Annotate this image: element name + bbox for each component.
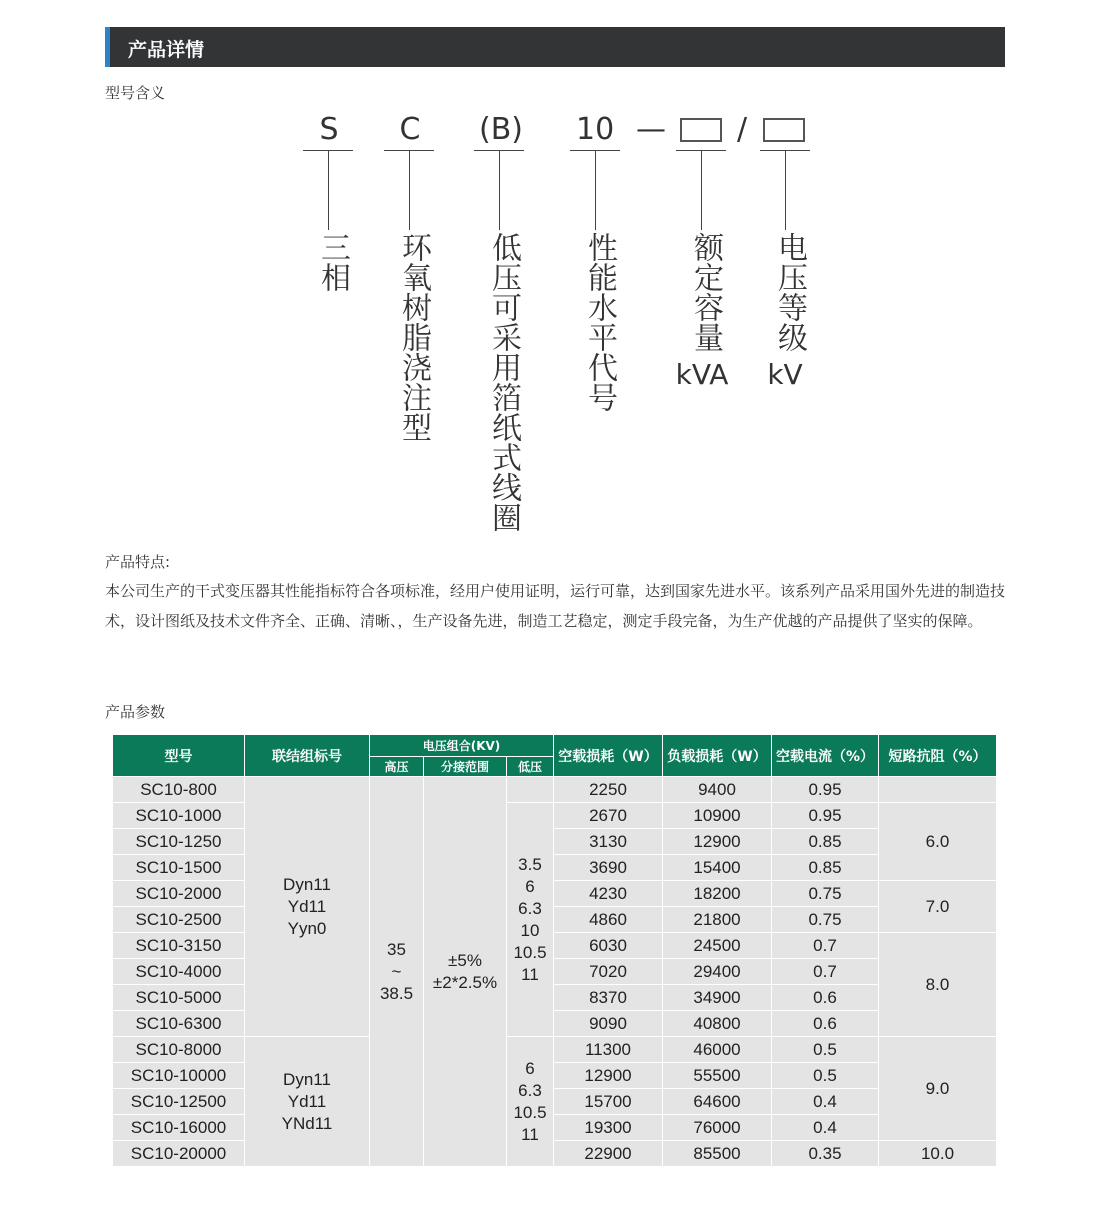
cell-lv: 6 6.3 10.5 11 — [507, 1037, 554, 1167]
table-row — [113, 1037, 997, 1063]
cell-impedance: 9.0 — [879, 1037, 997, 1141]
cell-no-load-loss: 9090 — [554, 1011, 663, 1037]
table-row — [113, 777, 997, 803]
cell-tap: ±5% ±2*2.5% — [424, 777, 507, 1167]
cell-model: SC10-800 — [113, 777, 245, 803]
capacity-box — [680, 118, 722, 142]
cell-no-load-current: 0.75 — [772, 881, 879, 907]
cell-no-load-loss: 8370 — [554, 985, 663, 1011]
connector-line — [595, 151, 596, 230]
code-s: S — [319, 112, 339, 147]
cell-load-loss: 85500 — [663, 1141, 772, 1167]
cell-connection: Dyn11 Yd11 Yyn0 — [245, 777, 370, 1037]
cell-load-loss: 12900 — [663, 829, 772, 855]
meaning-epoxy: 环氧树脂浇注型 — [396, 232, 431, 442]
cell-impedance — [879, 777, 997, 803]
connector-line — [409, 151, 410, 230]
cell-load-loss: 64600 — [663, 1089, 772, 1115]
cell-no-load-current: 0.4 — [772, 1089, 879, 1115]
cell-model: SC10-4000 — [113, 959, 245, 985]
col-tap: 分接范围 — [424, 757, 507, 777]
meaning-foil: 低压可采用箔纸式线圈 — [486, 232, 521, 532]
cell-model: SC10-3150 — [113, 933, 245, 959]
col-no-load-loss: 空载损耗（W） — [554, 735, 663, 777]
cell-no-load-loss: 7020 — [554, 959, 663, 985]
cell-no-load-current: 0.6 — [772, 1011, 879, 1037]
cell-no-load-current: 0.95 — [772, 777, 879, 803]
cell-no-load-loss: 4860 — [554, 907, 663, 933]
cell-lv — [507, 777, 554, 803]
cell-load-loss: 24500 — [663, 933, 772, 959]
model-meaning-label: 型号含义 — [105, 84, 166, 102]
cell-impedance: 8.0 — [879, 933, 997, 1037]
cell-no-load-loss: 19300 — [554, 1115, 663, 1141]
cell-no-load-current: 0.7 — [772, 933, 879, 959]
cell-no-load-loss: 3130 — [554, 829, 663, 855]
cell-load-loss: 76000 — [663, 1115, 772, 1141]
cell-no-load-loss: 6030 — [554, 933, 663, 959]
col-hv: 高压 — [370, 757, 424, 777]
cell-no-load-current: 0.75 — [772, 907, 879, 933]
col-model: 型号 — [113, 735, 245, 777]
cell-no-load-loss: 3690 — [554, 855, 663, 881]
cell-model: SC10-1500 — [113, 855, 245, 881]
cell-impedance: 10.0 — [879, 1141, 997, 1167]
cell-load-loss: 46000 — [663, 1037, 772, 1063]
meaning-capacity: 额定容量 — [688, 232, 723, 352]
cell-no-load-loss: 12900 — [554, 1063, 663, 1089]
meaning-performance: 性能水平代号 — [582, 232, 617, 412]
connector-line — [785, 151, 786, 230]
cell-hv: 35 ~ 38.5 — [370, 777, 424, 1167]
cell-no-load-current: 0.35 — [772, 1141, 879, 1167]
code-slash: / — [736, 112, 748, 147]
cell-model: SC10-6300 — [113, 1011, 245, 1037]
cell-no-load-loss: 22900 — [554, 1141, 663, 1167]
cell-no-load-current: 0.85 — [772, 829, 879, 855]
cell-load-loss: 40800 — [663, 1011, 772, 1037]
cell-no-load-current: 0.4 — [772, 1115, 879, 1141]
col-lv: 低压 — [507, 757, 554, 777]
features-label: 产品特点: — [105, 553, 171, 571]
col-no-load-current: 空载电流（%） — [772, 735, 879, 777]
col-load-loss: 负载损耗（W） — [663, 735, 772, 777]
cell-model: SC10-20000 — [113, 1141, 245, 1167]
cell-model: SC10-16000 — [113, 1115, 245, 1141]
cell-no-load-current: 0.95 — [772, 803, 879, 829]
cell-model: SC10-5000 — [113, 985, 245, 1011]
code-c: C — [399, 112, 421, 147]
col-impedance: 短路抗阻（%） — [879, 735, 997, 777]
params-label: 产品参数 — [105, 703, 166, 721]
code-b: (B) — [479, 112, 523, 147]
col-connection: 联结组标号 — [245, 735, 370, 777]
cell-model: SC10-12500 — [113, 1089, 245, 1115]
cell-model: SC10-8000 — [113, 1037, 245, 1063]
cell-impedance: 6.0 — [879, 803, 997, 881]
cell-no-load-loss: 2670 — [554, 803, 663, 829]
cell-model: SC10-2000 — [113, 881, 245, 907]
voltage-box — [763, 118, 805, 142]
section-header — [105, 27, 1005, 67]
cell-no-load-current: 0.5 — [772, 1037, 879, 1063]
cell-load-loss: 55500 — [663, 1063, 772, 1089]
cell-no-load-loss: 2250 — [554, 777, 663, 803]
cell-load-loss: 9400 — [663, 777, 772, 803]
cell-load-loss: 29400 — [663, 959, 772, 985]
cell-no-load-loss: 11300 — [554, 1037, 663, 1063]
cell-impedance: 7.0 — [879, 881, 997, 933]
connector-line — [499, 151, 500, 230]
cell-no-load-loss: 15700 — [554, 1089, 663, 1115]
cell-lv: 3.5 6 6.3 10 10.5 11 — [507, 803, 554, 1037]
cell-no-load-current: 0.6 — [772, 985, 879, 1011]
meaning-phase: 三相 — [315, 232, 350, 292]
unit-kva: kVA — [675, 358, 729, 391]
cell-model: SC10-2500 — [113, 907, 245, 933]
cell-model: SC10-1250 — [113, 829, 245, 855]
code-dash: — — [636, 112, 666, 147]
cell-connection: Dyn11 Yd11 YNd11 — [245, 1037, 370, 1167]
cell-load-loss: 18200 — [663, 881, 772, 907]
cell-no-load-loss: 4230 — [554, 881, 663, 907]
cell-no-load-current: 0.85 — [772, 855, 879, 881]
connector-line — [328, 151, 329, 230]
cell-load-loss: 21800 — [663, 907, 772, 933]
connector-line — [701, 151, 702, 230]
spec-table — [112, 734, 996, 1167]
cell-no-load-current: 0.5 — [772, 1063, 879, 1089]
cell-no-load-current: 0.7 — [772, 959, 879, 985]
features-text: 本公司生产的干式变压器其性能指标符合各项标准，经用户使用证明，运行可靠，达到国家先进水平。该系列产品采用国外先进的制造技术，设计图纸及技术文件齐全、正确、清晰、，生产设备先进，制造工艺稳定，测定手段完备，为生产优越的产品提供了坚实的保障。 — [105, 582, 1006, 630]
unit-kv: kV — [767, 358, 803, 391]
col-voltage-combo: 电压组合(KV) — [370, 735, 554, 757]
cell-load-loss: 15400 — [663, 855, 772, 881]
cell-load-loss: 34900 — [663, 985, 772, 1011]
cell-model: SC10-10000 — [113, 1063, 245, 1089]
section-title: 产品详情 — [128, 39, 205, 61]
code-10: 10 — [576, 112, 615, 147]
cell-load-loss: 10900 — [663, 803, 772, 829]
cell-model: SC10-1000 — [113, 803, 245, 829]
meaning-voltage: 电压等级 — [772, 232, 807, 352]
